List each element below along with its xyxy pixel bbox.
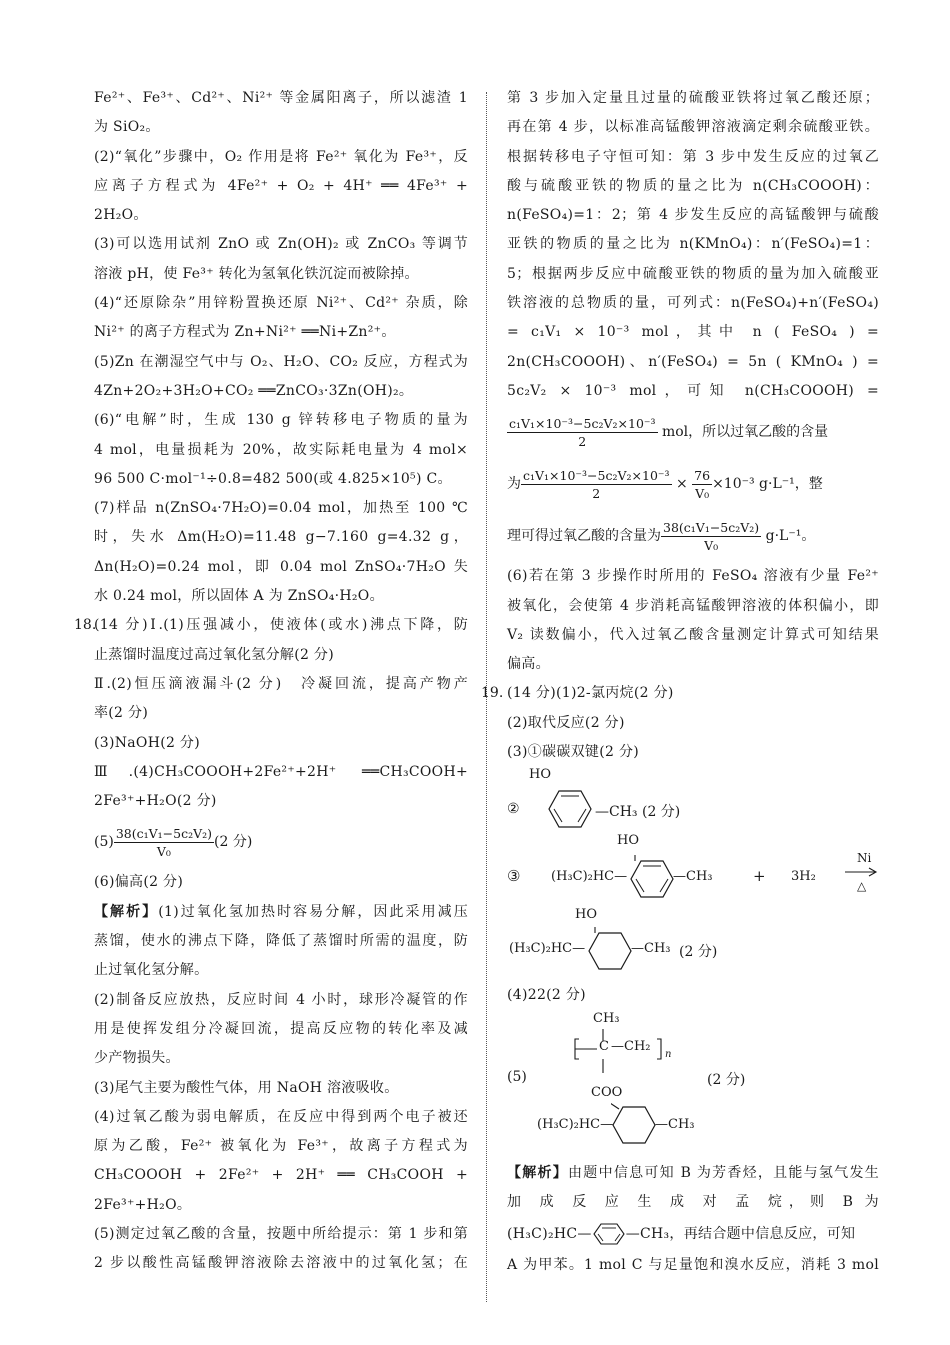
text-line-0: Fe²⁺、Fe³⁺、Cd²⁺、Ni²⁺ 等金属阳离子，所以滤渣 1	[94, 90, 468, 106]
q18-jiexi-first: 【解析】(1)过氧化氢加热时容易分解，因此采用减压	[94, 903, 468, 920]
text-line-2: (2)“氧化”步骤中，O₂ 作用是将 Fe²⁺ 氧化为 Fe³⁺，反	[94, 148, 468, 165]
q18-line-2: Ⅱ.(2)恒压滴液漏斗(2 分) 冷凝回流，提高产物产	[94, 675, 468, 692]
q19-answer-2: (2)取代反应(2 分)	[507, 714, 625, 731]
text-line-1: 为 SiO₂。	[94, 119, 160, 136]
left-column	[74, 84, 468, 1279]
right-line-2: 根据转移电子守恒可知：第 3 步中发生反应的过氧乙	[507, 148, 879, 165]
q19-answer-1: (14 分)(1)2-氯丙烷(2 分)	[507, 685, 674, 702]
benzene-para-icon	[592, 1222, 626, 1246]
q18-part6-explanation	[507, 562, 879, 679]
text-line-6: 溶液 pH，使 Fe³⁺ 转化为氢氧化铁沉淀而被除掉。	[94, 265, 419, 282]
q18-line-6: 2Fe³⁺+H₂O(2 分)	[94, 793, 217, 810]
text-line-16: Δn(H₂O)=0.24 mol，即 0.04 mol ZnSO₄·7H₂O 失	[94, 558, 468, 575]
right-line-10: 5c₂V₂ × 10⁻³ mol，可知 n(CH₃COOOH) =	[507, 382, 879, 399]
text-line-10: 4Zn+2O₂+3H₂O+CO₂ ══ZnCO₃·3Zn(OH)₂。	[94, 382, 414, 399]
q18-jiexi-continuation	[507, 84, 879, 406]
q19-number: 19.	[481, 685, 504, 702]
right-line-3: 酸与硫酸亚铁的物质的量之比为 n(CH₃COOOH)：	[507, 177, 879, 194]
q18-answer	[74, 611, 468, 1278]
polymer-bracket-icon	[565, 1029, 675, 1089]
benzene-ring-icon	[547, 789, 593, 829]
q19-jiexi-2: 加 成 反 应 生 成 对 孟 烷，则 B 为	[507, 1193, 879, 1210]
text-line-4: 2H₂O。	[94, 207, 148, 224]
right-line-4: n(FeSO₄)=1：2；第 4 步发生反应的高锰酸钾与硫酸	[507, 207, 879, 224]
right-line-0: 第 3 步加入定量且过量的硫酸亚铁将过氧乙酸还原；	[507, 90, 879, 106]
right-line-7: 铁溶液的总物质的量，可列式：n(FeSO₄)+n′(FeSO₄)	[507, 295, 879, 312]
text-line-17: 水 0.24 mol，所以固体 A 为 ZnSO₄·H₂O。	[94, 588, 384, 605]
q18-answer-5: (5) $\frac{\text{38(c₁V₁−5c₂V₂)}}{\text{V₀}}$ (2 分)	[94, 825, 253, 859]
right-line-6: 5；根据两步反应中硫酸亚铁的物质的量为加入硫酸亚	[507, 265, 879, 282]
q18-jiexi-line-2: 止过氧化氢分解。	[94, 962, 209, 979]
right-fraction-1: $\frac{\text{c₁V₁×10⁻³−5c₂V₂×10⁻³}}{2}$ mol，所以过氧乙酸的含量	[509, 415, 829, 449]
q18-jiexi-line-9: CH₃COOOH + 2Fe²⁺ + 2H⁺ ══ CH₃COOH +	[94, 1167, 468, 1184]
q19-jiexi-1: 【解析】由题中信息可知 B 为芳香烃，且能与氢气发生	[507, 1164, 880, 1181]
q18-line-1: 止蒸馏时温度过高过氧化氢分解(2 分)	[94, 646, 334, 663]
right-column	[481, 84, 880, 1281]
q17-continuation	[94, 84, 468, 611]
q18-jiexi-line-5: 少产物损失。	[94, 1050, 180, 1067]
q19-product-structure: HO (H₃C)₂HC— —CH₃ (2 分)	[507, 907, 879, 981]
q18-jiexi-line-11: (5)测定过氧乙酸的含量，按题中所给提示：第 1 步和第	[94, 1225, 468, 1242]
right-line-1: 再在第 4 步，以标准高锰酸钾溶液滴定剩余硫酸亚铁。	[507, 119, 879, 136]
text-line-7: (4)“还原除杂”用锌粉置换还原 Ni²⁺、Cd²⁺ 杂质，除	[94, 295, 468, 312]
text-line-12: 4 mol，电量损耗为 20%，故实际耗电量为 4 mol×	[94, 441, 468, 458]
text-line-13: 96 500 C·mol⁻¹÷0.8=482 500(或 4.825×10⁵) C。	[94, 470, 452, 487]
q19-jiexi-3: (H₃C)₂HC— —CH₃，再结合题中信息反应，可知	[507, 1217, 879, 1251]
right-line-b-2: V₂ 读数偏小，代入过氧乙酸含量测定计算式可知结果	[507, 626, 879, 643]
text-line-3: 应离子方程式为 4Fe²⁺ + O₂ + 4H⁺ ══ 4Fe³⁺ +	[94, 177, 468, 194]
q18-number: 18.	[74, 617, 97, 634]
right-line-b-1: 被氧化，会使第 4 步消耗高锰酸钾溶液的体积偏小，即	[507, 597, 879, 614]
right-fraction-2: 为 $\frac{\text{c₁V₁×10⁻³−5c₂V₂×10⁻³}}{2}$ × $\frac{76}{\text{V₀}}$ ×10⁻³ g·L⁻¹，整	[507, 467, 823, 501]
right-fraction-3: 理可得过氧乙酸的含量为 $\frac{\text{38(c₁V₁−5c₂V₂)}}{\text{V₀}}$ g·L⁻¹。	[507, 519, 816, 553]
q19-polymer-structure: (5) CH₃ C —CH₂ n (2 分) COO (H₃C)₂HC— —CH₃	[507, 1011, 879, 1159]
q19-structure-2: HO ② —CH₃ (2 分)	[507, 767, 879, 833]
text-line-15: 时，失水 Δm(H₂O)=11.48 g−7.160 g=4.32 g，	[94, 529, 468, 546]
reaction-arrow-icon	[845, 867, 879, 877]
text-line-5: (3)可以选用试剂 ZnO 或 Zn(OH)₂ 或 ZnCO₃ 等调节	[94, 236, 468, 253]
q19-jiexi-4: A 为甲苯。1 mol C 与足量饱和溴水反应，消耗 3 mol	[507, 1257, 879, 1274]
q18-jiexi-line-3: (2)制备反应放热，反应时间 4 小时，球形冷凝管的作	[94, 991, 468, 1008]
q18-jiexi-line-12: 2 步以酸性高锰酸钾溶液除去溶液中的过氧化氢；在	[94, 1255, 468, 1272]
q18-line-4: (3)NaOH(2 分)	[94, 734, 200, 751]
q18-line-0: (14 分)Ⅰ.(1)压强减小，使液体(或水)沸点下降，防	[94, 617, 468, 634]
q18-jiexi-line-6: (3)尾气主要为酸性气体，用 NaOH 溶液吸收。	[94, 1079, 399, 1096]
text-line-8: Ni²⁺ 的离子方程式为 Zn+Ni²⁺ ══Ni+Zn²⁺。	[94, 324, 396, 341]
right-line-8: = c₁V₁ × 10⁻³ mol，其中 n ( FeSO₄ ) =	[507, 324, 879, 341]
text-line-14: (7)样品 n(ZnSO₄·7H₂O)=0.04 mol，加热至 100 ℃	[94, 500, 468, 517]
q18-line-3: 率(2 分)	[94, 705, 149, 722]
text-line-11: (6)“电解”时，生成 130 g 锌转移电子物质的量为	[94, 412, 468, 429]
q18-jiexi-line-7: (4)过氧乙酸为弱电解质，在反应中得到两个电子被还	[94, 1108, 468, 1125]
right-line-9: 2n(CH₃COOOH)、n′(FeSO₄) = 5n ( KMnO₄ ) =	[507, 353, 879, 370]
q18-ans5-fraction: $\frac{\text{38(c₁V₁−5c₂V₂)}}{\text{V₀}}$	[115, 825, 213, 859]
q19-answer-3a: (3)①碳碳双键(2 分)	[507, 744, 640, 761]
q19-answer-4: (4)22(2 分)	[507, 987, 586, 1004]
q19-structure-3: HO ③ (H₃C)₂HC— —CH₃ + 3H₂ Ni △	[507, 833, 879, 907]
q18-line-5: Ⅲ.(4)CH₃COOOH+2Fe²⁺+2H⁺ ══CH₃COOH+	[94, 763, 468, 780]
q18-jiexi-line-1: 蒸馏，使水的沸点下降，降低了蒸馏时所需的温度，防	[94, 933, 468, 950]
q18-jiexi-line-10: 2Fe³⁺+H₂O。	[94, 1196, 192, 1213]
q19-answer	[481, 679, 880, 1280]
q18-jiexi-line-4: 用是使挥发组分冷凝回流，提高反应物的转化率及减	[94, 1020, 468, 1037]
q18-answer-6: (6)偏高(2 分)	[94, 874, 184, 891]
right-line-5: 亚铁的物质的量之比为 n(KMnO₄)：n′(FeSO₄)=1：	[507, 236, 879, 253]
right-line-b-3: 偏高。	[507, 656, 550, 673]
right-line-b-0: (6)若在第 3 步操作时所用的 FeSO₄ 溶液有少量 Fe²⁺	[507, 568, 879, 585]
q18-jiexi-line-8: 原为乙酸，Fe²⁺ 被氧化为 Fe³⁺，故离子方程式为	[94, 1138, 468, 1155]
text-line-9: (5)Zn 在潮湿空气中与 O₂、H₂O、CO₂ 反应，方程式为	[94, 353, 468, 370]
